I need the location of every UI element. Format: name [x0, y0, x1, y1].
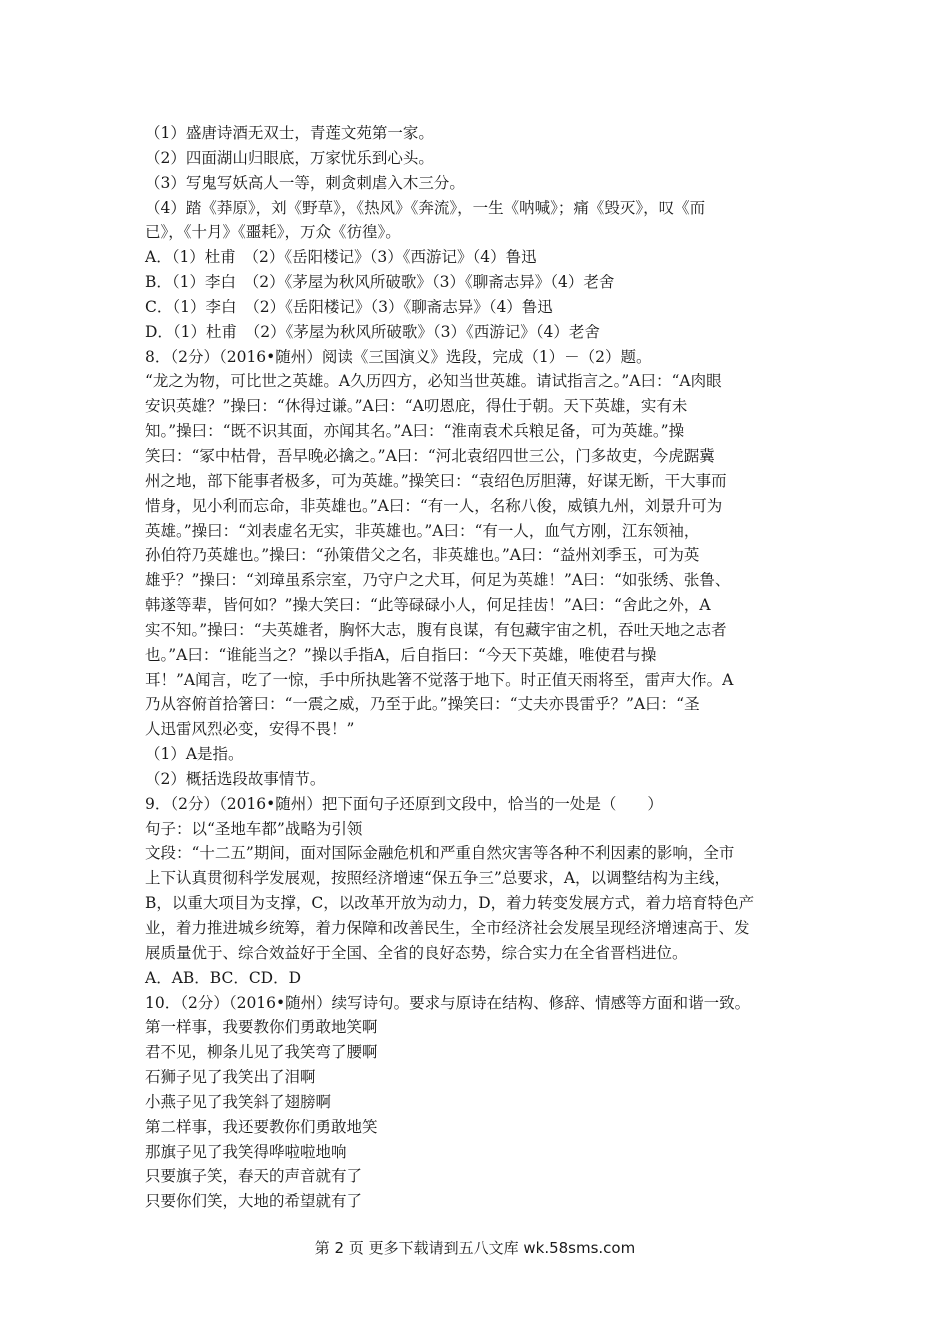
text-line: 实不知。”操曰：“夫英雄者，胸怀大志，腹有良谋，有包藏宇宙之机，吞吐天地之志者	[145, 620, 727, 639]
text-line: 孙伯符乃英雄也。”操曰：“孙策借父之名，非英雄也。”A曰：“益州刘季玉，可为英	[145, 546, 700, 565]
text-line: 第二样事，我还要教你们勇敢地笑	[145, 1117, 378, 1136]
text-line: B，以重大项目为支撑，C，以改革开放为动力，D，着力转变发展方式，着力培育特色产	[145, 894, 755, 913]
text-line: （1）A是指。	[145, 745, 244, 764]
text-line: （1）盛唐诗酒无双士，青莲文苑第一家。	[145, 124, 434, 142]
text-line: B．（1）李白 （2）《茅屋为秋风所破歌》（3）《聊斋志异》（4）老舍	[145, 273, 615, 292]
text-line: 第一样事，我要教你们勇敢地笑啊	[145, 1018, 378, 1037]
text-line: 文段：“十二五”期间，面对国际金融危机和严重自然灾害等各种不利因素的影响，全市	[145, 844, 735, 863]
text-line: （4）踏《莽原》，刘《野草》，《热风》《奔流》，一生《呐喊》；痛《毁灭》，叹《而	[145, 198, 706, 217]
text-line: 英雄。”操曰：“刘表虚名无实，非英雄也。”A曰：“有一人，血气方刚，江东领袖，	[145, 521, 700, 540]
text-line: 上下认真贯彻科学发展观，按照经济增速“保五争三”总要求，A，以调整结构为主线，	[145, 869, 731, 888]
text-line: 乃从容俯首拾箸曰：“一震之威，乃至于此。”操笑曰：“丈夫亦畏雷乎？”A曰：“圣	[145, 695, 700, 714]
text-line: A．（1）杜甫 （2）《岳阳楼记》（3）《西游记》（4）鲁迅	[145, 248, 537, 267]
text-line: 小燕子见了我笑斜了翅膀啊	[145, 1092, 332, 1111]
text-line: （2）概括选段故事情节。	[145, 769, 326, 788]
text-line: 雄乎？”操曰：“刘璋虽系宗室，乃守户之犬耳，何足为英雄！”A曰：“如张绣、张鲁、	[145, 571, 731, 590]
text-line: 只要旗子笑，春天的声音就有了	[145, 1167, 363, 1186]
text-line: 8．（2分）（2016•随州）阅读《三国演义》选段，完成（1）－（2）题。	[145, 347, 652, 366]
text-line: 只要你们笑，大地的希望就有了	[145, 1192, 363, 1211]
text-line: 石狮子见了我笑出了泪啊	[145, 1068, 316, 1087]
text-line: 君不见，柳条儿见了我笑弯了腰啊	[145, 1043, 378, 1062]
text-line: 安识英雄？”操曰：“休得过谦。”A曰：“A叨恩庇，得仕于朝。天下英雄，实有未	[145, 397, 688, 416]
text-line: 已》，《十月》《噩耗》，万众《彷徨》。	[145, 223, 401, 242]
text-line: D．（1）杜甫 （2）《茅屋为秋风所破歌》（3）《西游记》（4）老舍	[145, 322, 600, 341]
page-footer: 第 2 页 更多下载请到五八文库 wk.58sms.com	[314, 1239, 636, 1257]
text-line: 也。”A曰：“谁能当之？”操以手指A，后自指曰：“今天下英雄，唯使君与操	[145, 645, 657, 664]
text-line: 9．（2分）（2016•随州）把下面句子还原到文段中，恰当的一处是（ ）	[145, 794, 663, 813]
text-line: 人迅雷风烈必变，安得不畏！”	[145, 720, 355, 739]
text-line: 耳！”A闻言，吃了一惊，手中所执匙箸不觉落于地下。时正值天雨将至，雷声大作。A	[145, 670, 734, 689]
text-line: 韩遂等辈，皆何如？”操大笑曰：“此等碌碌小人，何足挂齿！”A曰：“舍此之外，A	[145, 596, 711, 615]
text-line: 业，着力推进城乡统筹，着力保障和改善民生，全市经济社会发展呈现经济增速高于、发	[145, 919, 750, 937]
text-line: （2）四面湖山归眼底，万家忧乐到心头。	[145, 148, 434, 167]
text-line: （3）写鬼写妖高人一等，刺贪刺虐入木三分。	[145, 173, 465, 192]
text-line: 句子：以“圣地车都”战略为引领	[145, 819, 363, 838]
text-line: 知。”操曰：“既不识其面，亦闻其名。”A曰：“淮南袁术兵粮足备，可为英雄。”操	[145, 422, 685, 441]
text-line: A．AB．BC．CD．D	[145, 968, 302, 987]
text-line: C．（1）李白 （2）《岳阳楼记》（3）《聊斋志异》（4）鲁迅	[145, 297, 553, 316]
text-line: 笑曰：“冢中枯骨，吾早晚必擒之。”A曰：“河北袁绍四世三公，门多故吏，今虎踞冀	[145, 446, 715, 465]
text-line: 州之地，部下能事者极多，可为英雄。”操笑曰：“袁绍色厉胆薄，好谋无断，干大事而	[145, 471, 727, 490]
text-line: “龙之为物，可比世之英雄。A久历四方，必知当世英雄。请试指言之。”A曰：“A肉眼	[145, 372, 722, 391]
text-line: 惜身，见小利而忘命，非英雄也。”A曰：“有一人，名称八俊，威镇九州，刘景升可为	[145, 496, 723, 515]
text-line: 10．（2分）（2016•随州）续写诗句。要求与原诗在结构、修辞、情感等方面和谐一致。	[145, 993, 751, 1012]
text-line: 展质量优于、综合效益好于全国、全省的良好态势，综合实力在全省晋档进位。	[145, 943, 688, 962]
document-body	[145, 121, 825, 1214]
text-line: 那旗子见了我笑得哗啦啦地响	[145, 1142, 347, 1161]
